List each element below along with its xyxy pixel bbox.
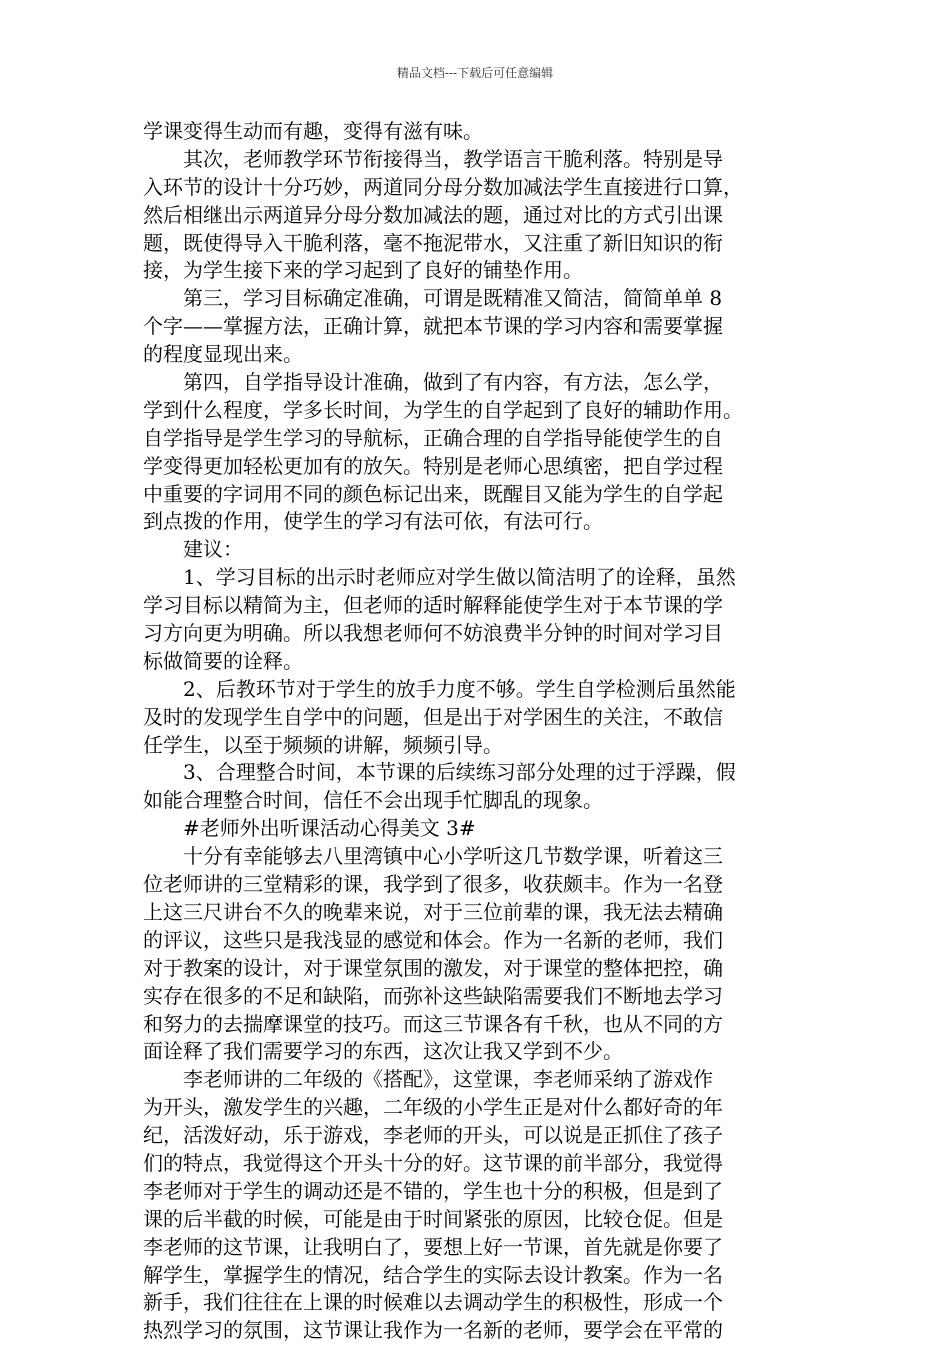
text-line: 入环节的设计十分巧妙，两道同分母分数加减法学生直接进行口算， [143,174,743,199]
text-line: 第三，学习目标确定准确，可谓是既精准又简洁，简简单单 8 [183,286,723,311]
text-line: 如能合理整合时间，信任不会出现手忙脚乱的现象。 [143,788,603,813]
text-line: 及时的发现学生自学中的问题，但是出于对学困生的关注，不敢信 [143,704,723,729]
text-line: 对于教案的设计，对于课堂氛围的激发，对于课堂的整体把控，确 [143,955,723,980]
text-line: 个字——掌握方法，正确计算，就把本节课的学习内容和需要掌握 [143,314,723,339]
text-line: 为开头，激发学生的兴趣，二年级的小学生正是对什么都好奇的年 [143,1095,723,1120]
text-line: 第四，自学指导设计准确，做到了有内容，有方法，怎么学， [183,370,723,395]
text-line: 的评议，这些只是我浅显的感觉和体会。作为一名新的老师，我们 [143,927,723,952]
text-line: 中重要的字词用不同的颜色标记出来，既醒目又能为学生的自学起 [143,481,723,506]
text-line: 实存在很多的不足和缺陷，而弥补这些缺陷需要我们不断地去学习 [143,983,723,1008]
text-line: 建议： [183,537,243,562]
text-line: 十分有幸能够去八里湾镇中心小学听这几节数学课，听着这三 [183,844,723,869]
text-line: 纪，活泼好动，乐于游戏，李老师的开头，可以说是正抓住了孩子 [143,1123,723,1148]
text-line: 上这三尺讲台不久的晚辈来说，对于三位前辈的课，我无法去精确 [143,899,723,924]
text-line: 3、合理整合时间，本节课的后续练习部分处理的过于浮躁，假 [183,760,736,785]
text-line: 自学指导是学生学习的导航标，正确合理的自学指导能使学生的自 [143,425,723,450]
text-line: 2、后教环节对于学生的放手力度不够。学生自学检测后虽然能 [183,676,736,701]
text-line: 李老师的这节课，让我明白了，要想上好一节课，首先就是你要了 [143,1234,723,1259]
text-line: 学到什么程度，学多长时间，为学生的自学起到了良好的辅助作用。 [143,397,743,422]
text-line: 们的特点，我觉得这个开头十分的好。这节课的前半部分，我觉得 [143,1150,723,1175]
text-line: 李老师对于学生的调动还是不错的，学生也十分的积极，但是到了 [143,1178,723,1203]
text-line: 其次，老师教学环节衔接得当，教学语言干脆利落。特别是导 [183,146,723,171]
text-line: 学课变得生动而有趣，变得有滋有味。 [143,119,483,143]
text-line: 面诠释了我们需要学习的东西，这次让我又学到不少。 [143,1039,623,1064]
text-line: 热烈学习的氛围，这节课让我作为一名新的老师，要学会在平常的 [143,1318,723,1343]
text-line: 到点拨的作用，使学生的学习有法可依，有法可行。 [143,509,603,534]
text-line: 题，既使得导入干脆利落，毫不拖泥带水，又注重了新旧知识的衔 [143,230,723,255]
text-line: 的程度显现出来。 [143,342,303,367]
page-header: 精品文档---下载后可任意编辑 [396,66,554,80]
text-line: 解学生，掌握学生的情况，结合学生的实际去设计教案。作为一名 [143,1262,723,1287]
text-line: 学习目标以精简为主，但老师的适时解释能使学生对于本节课的学 [143,593,723,618]
text-line: 和努力的去揣摩课堂的技巧。而这三节课各有千秋，也从不同的方 [143,1011,723,1036]
text-line: 然后相继出示两道异分母分数加减法的题，通过对比的方式引出课 [143,202,723,227]
text-line: 李老师讲的二年级的《搭配》，这堂课，李老师采纳了游戏作 [183,1067,713,1092]
text-line: 任学生，以至于频频的讲解，频频引导。 [143,732,503,757]
text-line: 学变得更加轻松更加有的放矢。特别是老师心思缜密，把自学过程 [143,453,723,478]
text-line: 新手，我们往往在上课的时候难以去调动学生的积极性，形成一个 [143,1290,723,1315]
text-line: 位老师讲的三堂精彩的课，我学到了很多，收获颇丰。作为一名登 [143,872,723,897]
text-line: 课的后半截的时候，可能是由于时间紧张的原因，比较仓促。但是 [143,1206,723,1231]
text-line: 接，为学生接下来的学习起到了良好的铺垫作用。 [143,258,583,283]
text-line: 标做简要的诠释。 [143,648,303,673]
text-line: 1、学习目标的出示时老师应对学生做以简洁明了的诠释，虽然 [183,565,736,590]
text-line: #老师外出听课活动心得美文 3# [183,816,476,841]
document-body [143,118,809,1345]
text-line: 习方向更为明确。所以我想老师何不妨浪费半分钟的时间对学习目 [143,621,723,646]
